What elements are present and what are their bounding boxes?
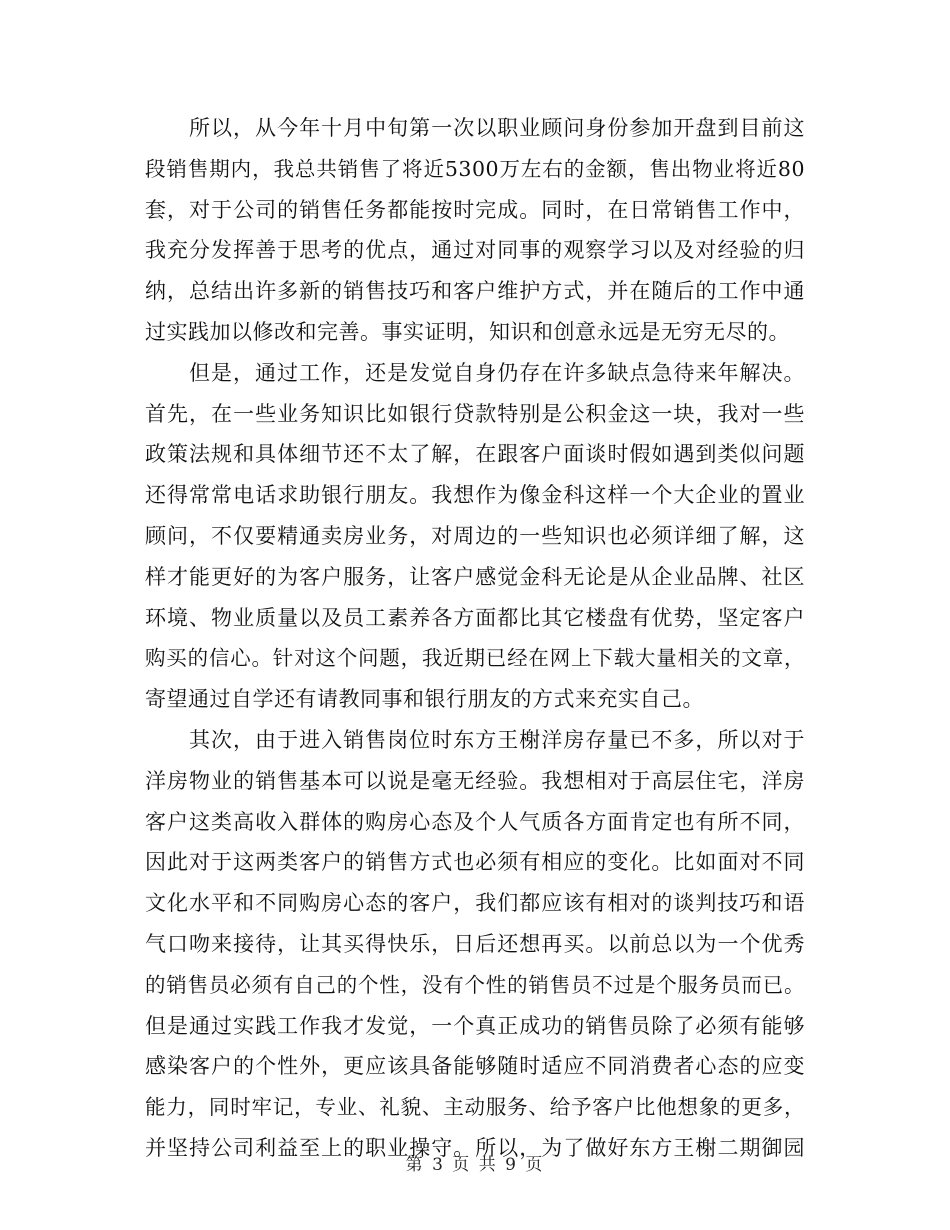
text-line: 客户这类高收入群体的购房心态及个人气质各方面肯定也有所不同， [145,809,805,834]
text-line: 的销售员必须有自己的个性，没有个性的销售员不过是个服务员而已。 [145,972,805,997]
text-line: 文化水平和不同购房心态的客户，我们都应该有相对的谈判技巧和语 [145,891,805,916]
text-line: 其次，由于进入销售岗位时东方王榭洋房存量已不多，所以对于 [189,727,805,752]
paragraph-2 [145,353,805,720]
text-line: 还得常常电话求助银行朋友。我想作为像金科这样一个大企业的置业 [145,483,805,508]
document-body [145,108,805,1169]
text-line: 并坚持公司利益至上的职业操守。所以，为了做好东方王榭二期御园 [145,1135,805,1160]
text-line: 感染客户的个性外，更应该具备能够随时适应不同消费者心态的应变 [145,1054,805,1079]
paragraph-1 [145,108,805,353]
paragraph-3 [145,720,805,1169]
text-line: 政策法规和具体细节还不太了解，在跟客户面谈时假如遇到类似问题 [145,442,805,467]
text-line: 洋房物业的销售基本可以说是毫无经验。我想相对于高层住宅，洋房 [145,768,805,793]
text-line: 所以，从今年十月中旬第一次以职业顾问身份参加开盘到目前这 [189,116,805,140]
page-number-footer: 第 3 页 共 9 页 [405,1155,545,1175]
text-line: 过实践加以修改和完善。事实证明，知识和创意永远是无穷无尽的。 [145,319,790,344]
text-line: 气口吻来接待，让其买得快乐，日后还想再买。以前总以为一个优秀 [145,931,805,956]
text-line: 样才能更好的为客户服务，让客户感觉金科无论是从企业品牌、社区 [145,564,805,589]
text-line: 环境、物业质量以及员工素养各方面都比其它楼盘有优势，坚定客户 [145,605,805,630]
text-line: 因此对于这两类客户的销售方式也必须有相应的变化。比如面对不同 [145,850,805,875]
text-line: 购买的信心。针对这个问题，我近期已经在网上下载大量相关的文章， [145,646,805,671]
text-line: 纳，总结出许多新的销售技巧和客户维护方式，并在随后的工作中通 [145,279,805,304]
text-line: 首先，在一些业务知识比如银行贷款特别是公积金这一块，我对一些 [145,401,805,426]
text-line: 我充分发挥善于思考的优点，通过对同事的观察学习以及对经验的归 [145,238,805,263]
text-line: 段销售期内，我总共销售了将近5300万左右的金额，售出物业将近80 [145,156,805,181]
text-line: 能力，同时牢记，专业、礼貌、主动服务、给予客户比他想象的更多， [145,1095,805,1120]
text-line: 寄望通过自学还有请教同事和银行朋友的方式来充实自己。 [145,687,704,712]
text-line: 但是，通过工作，还是发觉自身仍存在许多缺点急待来年解决。 [189,360,805,385]
text-line: 顾问，不仅要精通卖房业务，对周边的一些知识也必须详细了解，这 [145,523,805,548]
text-line: 套，对于公司的销售任务都能按时完成。同时，在日常销售工作中， [145,197,805,222]
text-line: 但是通过实践工作我才发觉，一个真正成功的销售员除了必须有能够 [145,1013,805,1038]
